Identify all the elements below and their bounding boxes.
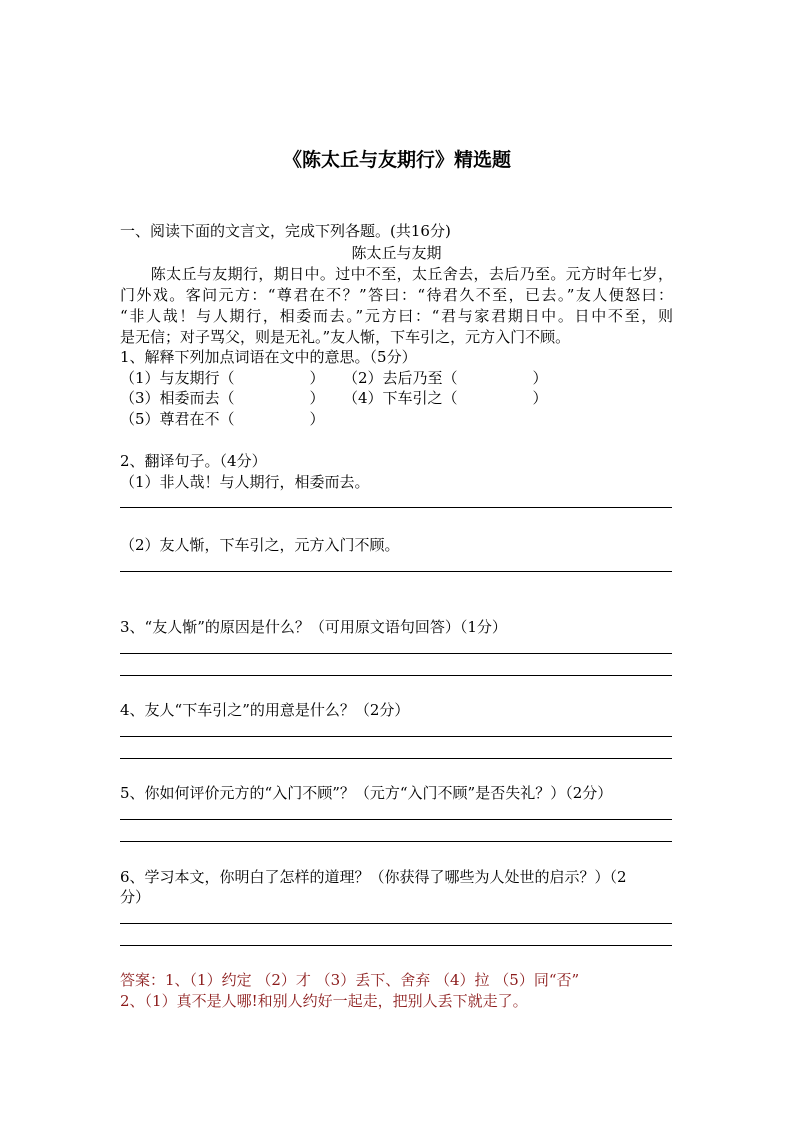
passage-line: 陈太丘与友期行，期日中。过中不至，太丘舍去，去后乃至。元方时年七岁， [120,265,673,283]
question-1-item: （5）尊君在不（ ） [120,410,325,428]
question-1-item: （4）下车引之（ ） [343,389,548,407]
answer-line [120,923,672,924]
question-1-item: （1）与友期行（ ） [120,369,325,387]
question-1-item: （2）去后乃至（ ） [343,369,548,387]
answer-line [120,819,672,820]
answer-line [120,653,672,654]
section-heading: 一、阅读下面的文言文，完成下列各题。(共16分) [120,222,451,240]
answer-line [120,675,672,676]
passage-title: 陈太丘与友期 [351,244,442,262]
question-6-continued: 分） [120,888,151,906]
answer-line [120,841,672,842]
question-2-item: （2）友人惭，下车引之，元方入门不顾。 [120,536,400,554]
answer-key-line: 答案：1、（1）约定 （2）才 （3）丢下、舍弃 （4）拉 （5）同“否” [120,971,580,989]
question-1-item: （3）相委而去（ ） [120,389,325,407]
answer-line [120,736,672,737]
page-title: 《陈太丘与友期行》精选题 [282,149,511,171]
question-1-heading: 1、解释下列加点词语在文中的意思。（5分） [120,348,417,366]
answer-line [120,571,672,572]
answer-line [120,507,672,508]
question-4: 4、友人“下车引之”的用意是什么？（2分） [120,701,410,719]
question-3: 3、“友人惭”的原因是什么？（可用原文语句回答）（1分） [120,618,507,636]
question-2-item: （1）非人哉！与人期行，相委而去。 [120,473,370,491]
passage-line: 是无信；对子骂父，则是无礼。”友人惭，下车引之，元方入门不顾。 [120,328,571,346]
question-6: 6、学习本文，你明白了怎样的道理？（你获得了哪些为人处世的启示？）（2 [120,868,627,886]
passage-line: 门外戏。客问元方：“尊君在不？”答曰：“待君久不至，已去。”友人便怒曰： [120,286,673,304]
answer-key-line: 2、（1）真不是人哪!和别人约好一起走，把别人丢下就走了。 [120,992,528,1010]
answer-line [120,945,672,946]
passage-line: “非人哉！与人期行，相委而去。”元方曰：“君与家君期日中。日中不至，则 [120,307,673,325]
answer-line [120,758,672,759]
question-5: 5、你如何评价元方的“入门不顾”？（元方“入门不顾”是否失礼？）（2分） [120,784,613,802]
question-2-heading: 2、翻译句子。（4分） [120,452,267,470]
